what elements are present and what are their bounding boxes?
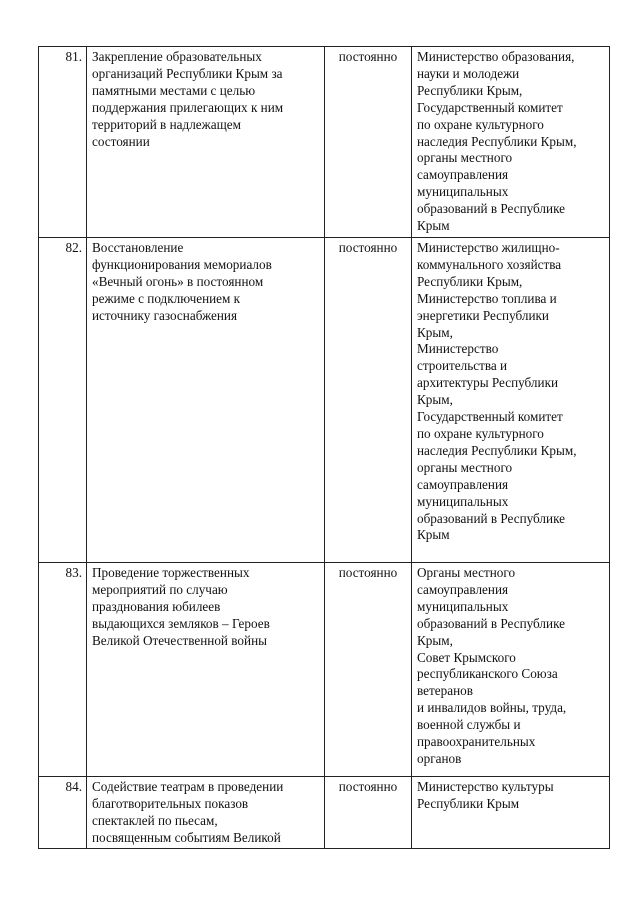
row-number: 83. bbox=[39, 563, 87, 777]
description-line: посвященным событиям Великой bbox=[92, 829, 281, 845]
responsible-line: Крым, bbox=[417, 392, 453, 408]
description-line: режиме с подключением к bbox=[92, 290, 241, 306]
description-line: мероприятий по случаю bbox=[92, 581, 228, 597]
responsible-line: самоуправления bbox=[417, 167, 509, 183]
responsible-line: самоуправления bbox=[417, 476, 509, 492]
responsible-line: Министерство топлива и bbox=[417, 290, 557, 306]
responsible-line: и инвалидов войны, труда, bbox=[417, 700, 567, 716]
execution-term: постоянно bbox=[325, 238, 412, 563]
responsible-line: Крым, bbox=[417, 632, 453, 648]
responsible-line: муниципальных bbox=[417, 184, 509, 200]
description-line: Проведение торжественных bbox=[92, 565, 250, 580]
responsible-line: Министерство жилищно- bbox=[417, 240, 560, 255]
responsible-line: энергетики Республики bbox=[417, 307, 549, 323]
responsible-bodies bbox=[412, 47, 610, 238]
responsible-line: органов bbox=[417, 750, 462, 766]
responsible-line: Государственный комитет bbox=[417, 409, 563, 425]
responsible-line: по охране культурного bbox=[417, 116, 544, 132]
responsible-line: Органы местного bbox=[417, 565, 516, 580]
responsible-line: образований в Республике bbox=[417, 510, 565, 526]
responsible-line: органы местного bbox=[417, 459, 513, 475]
table-row-81 bbox=[39, 47, 610, 238]
responsible-line: Крым bbox=[417, 527, 450, 543]
measure-description bbox=[87, 777, 325, 849]
responsible-bodies bbox=[412, 777, 610, 849]
table-row-83 bbox=[39, 563, 610, 777]
responsible-line: Министерство образования, bbox=[417, 49, 575, 64]
description-line: состоянии bbox=[92, 133, 150, 149]
description-line: организаций Республики Крым за bbox=[92, 65, 283, 81]
description-line: спектаклей по пьесам, bbox=[92, 812, 218, 828]
responsible-line: Республики Крым, bbox=[417, 82, 523, 98]
description-line: Содействие театрам в проведении bbox=[92, 779, 284, 794]
responsible-line: строительства и bbox=[417, 358, 508, 374]
description-line: Восстановление bbox=[92, 240, 184, 255]
description-line: источнику газоснабжения bbox=[92, 307, 238, 323]
responsible-line: Республики Крым, bbox=[417, 273, 523, 289]
description-line: благотворительных показов bbox=[92, 795, 249, 811]
table-row-84 bbox=[39, 777, 610, 849]
measures-table bbox=[38, 46, 610, 849]
measure-description bbox=[87, 47, 325, 238]
responsible-line: правоохранительных bbox=[417, 734, 536, 750]
responsible-line: ветеранов bbox=[417, 683, 473, 699]
responsible-line: Крым, bbox=[417, 324, 453, 340]
responsible-line: образований в Республике bbox=[417, 201, 565, 217]
responsible-line: самоуправления bbox=[417, 581, 509, 597]
description-line: памятными местами с целью bbox=[92, 82, 256, 98]
measure-description bbox=[87, 238, 325, 563]
responsible-line: Государственный комитет bbox=[417, 99, 563, 115]
responsible-line: науки и молодежи bbox=[417, 65, 520, 81]
responsible-line: наследия Республики Крым, bbox=[417, 442, 577, 458]
responsible-line: Республики Крым bbox=[417, 795, 520, 811]
responsible-bodies bbox=[412, 563, 610, 777]
responsible-line: военной службы и bbox=[417, 717, 521, 733]
responsible-line: муниципальных bbox=[417, 598, 509, 614]
responsible-line: коммунального хозяйства bbox=[417, 256, 562, 272]
responsible-line: по охране культурного bbox=[417, 425, 544, 441]
measure-description bbox=[87, 563, 325, 777]
responsible-line: органы местного bbox=[417, 150, 513, 166]
responsible-line: Министерство культуры bbox=[417, 779, 554, 794]
responsible-line: Крым bbox=[417, 218, 450, 234]
responsible-line: Министерство bbox=[417, 341, 499, 357]
execution-term: постоянно bbox=[325, 47, 412, 238]
responsible-line: муниципальных bbox=[417, 493, 509, 509]
execution-term: постоянно bbox=[325, 563, 412, 777]
description-line: выдающихся земляков – Героев bbox=[92, 615, 270, 631]
responsible-line: республиканского Союза bbox=[417, 666, 558, 682]
execution-term: постоянно bbox=[325, 777, 412, 849]
description-line: празднования юбилеев bbox=[92, 598, 221, 614]
responsible-line: архитектуры Республики bbox=[417, 375, 559, 391]
responsible-bodies bbox=[412, 238, 610, 563]
description-line: Великой Отечественной войны bbox=[92, 632, 267, 648]
responsible-line: Совет Крымского bbox=[417, 649, 516, 665]
row-number: 81. bbox=[39, 47, 87, 238]
table-row-82 bbox=[39, 238, 610, 563]
description-line: «Вечный огонь» в постоянном bbox=[92, 273, 264, 289]
description-line: Закрепление образовательных bbox=[92, 49, 262, 64]
row-number: 82. bbox=[39, 238, 87, 563]
description-line: территорий в надлежащем bbox=[92, 116, 241, 132]
responsible-line: образований в Республике bbox=[417, 615, 565, 631]
row-number: 84. bbox=[39, 777, 87, 849]
description-line: поддержания прилегающих к ним bbox=[92, 99, 284, 115]
responsible-line: наследия Республики Крым, bbox=[417, 133, 577, 149]
description-line: функционирования мемориалов bbox=[92, 256, 272, 272]
